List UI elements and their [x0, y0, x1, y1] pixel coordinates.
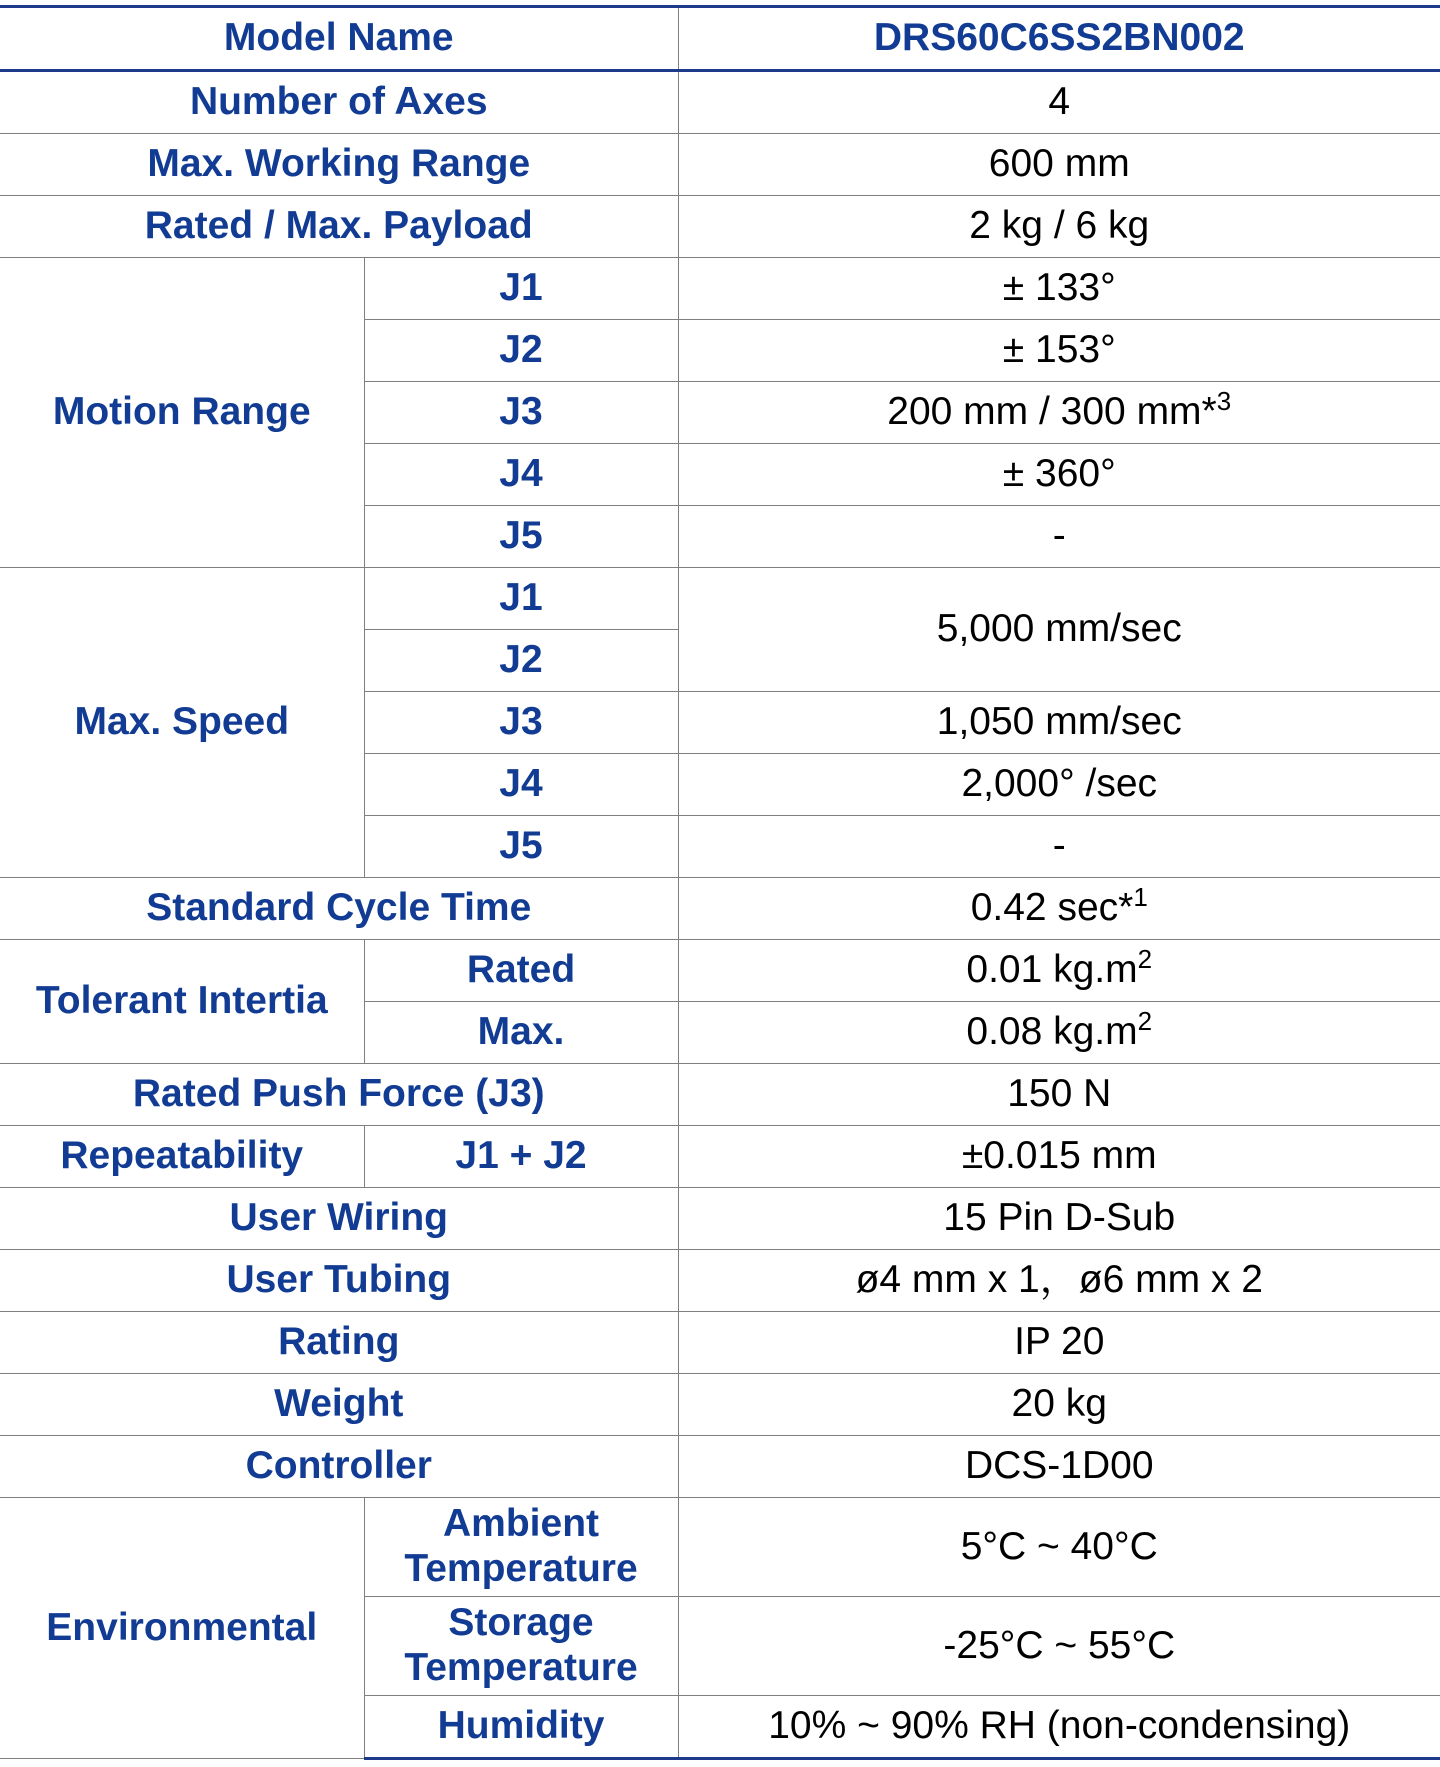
number-of-axes-label: Number of Axes [0, 71, 678, 134]
motion-range-j1-label: J1 [364, 258, 678, 320]
table-row [0, 1312, 1440, 1374]
controller-label: Controller [0, 1436, 678, 1498]
inertia-rated-label: Rated [364, 940, 678, 1002]
motion-range-j4-value: ± 360° [678, 444, 1440, 506]
table-row [0, 878, 1440, 940]
motion-range-j2-label: J2 [364, 320, 678, 382]
ambient-temp-label-line1: Ambient [443, 1502, 599, 1546]
unit-exponent: 2 [1137, 1006, 1153, 1037]
table-row [0, 258, 1440, 320]
max-speed-j3-value: 1,050 mm/sec [678, 692, 1440, 754]
table-row [0, 568, 1440, 630]
inertia-max-value: 0.08 kg.m [966, 1010, 1138, 1054]
ambient-temp-label-line2: Temperature [404, 1547, 638, 1590]
max-speed-j2-label: J2 [364, 630, 678, 692]
footnote-ref: 1 [1133, 882, 1148, 913]
cycle-time-label: Standard Cycle Time [0, 878, 678, 940]
max-speed-j4-label: J4 [364, 754, 678, 816]
rating-label: Rating [0, 1312, 678, 1374]
storage-temp-value: -25°C ~ 55°C [678, 1597, 1440, 1696]
number-of-axes-value: 4 [678, 71, 1440, 134]
cycle-time-value: 0.42 sec* [970, 886, 1134, 930]
table-row [0, 1436, 1440, 1498]
max-speed-j5-value: - [678, 816, 1440, 878]
footnote-ref: 3 [1216, 386, 1232, 417]
table-row [0, 71, 1440, 134]
rating-value: IP 20 [678, 1312, 1440, 1374]
humidity-value: 10% ~ 90% RH (non-condensing) [678, 1696, 1440, 1759]
storage-temp-label-line2: Temperature [404, 1646, 638, 1689]
table-row [0, 134, 1440, 196]
repeatability-label: Repeatability [0, 1126, 364, 1188]
repeatability-value: ±0.015 mm [678, 1126, 1440, 1188]
inertia-rated-cell [678, 940, 1440, 1002]
controller-value: DCS-1D00 [678, 1436, 1440, 1498]
motion-range-label: Motion Range [0, 258, 364, 568]
motion-range-j3-cell [678, 382, 1440, 444]
push-force-value: 150 N [678, 1064, 1440, 1126]
table-row [0, 1126, 1440, 1188]
inertia-rated-value: 0.01 kg.m [966, 948, 1138, 992]
spec-table [0, 5, 1440, 1760]
motion-range-j3-value: 200 mm / 300 mm* [887, 390, 1217, 434]
user-tubing-label: User Tubing [0, 1250, 678, 1312]
max-speed-j3-label: J3 [364, 692, 678, 754]
motion-range-j1-value: ± 133° [678, 258, 1440, 320]
table-row [0, 196, 1440, 258]
weight-value: 20 kg [678, 1374, 1440, 1436]
working-range-label: Max. Working Range [0, 134, 678, 196]
ambient-temp-label [364, 1498, 678, 1597]
inertia-label: Tolerant Intertia [0, 940, 364, 1064]
model-name-label: Model Name [0, 7, 678, 71]
cycle-time-cell [678, 878, 1440, 940]
model-name-value: DRS60C6SS2BN002 [678, 7, 1440, 71]
ambient-temp-value: 5°C ~ 40°C [678, 1498, 1440, 1597]
payload-label: Rated / Max. Payload [0, 196, 678, 258]
motion-range-j4-label: J4 [364, 444, 678, 506]
storage-temp-label-line1: Storage [448, 1601, 594, 1645]
max-speed-j1-j2-value: 5,000 mm/sec [678, 568, 1440, 692]
table-row [0, 1374, 1440, 1436]
motion-range-j5-label: J5 [364, 506, 678, 568]
table-row [0, 1188, 1440, 1250]
humidity-label: Humidity [364, 1696, 678, 1759]
unit-exponent: 2 [1137, 944, 1153, 975]
storage-temp-label [364, 1597, 678, 1696]
inertia-max-label: Max. [364, 1002, 678, 1064]
table-row [0, 1064, 1440, 1126]
max-speed-label: Max. Speed [0, 568, 364, 878]
motion-range-j2-value: ± 153° [678, 320, 1440, 382]
inertia-max-cell [678, 1002, 1440, 1064]
user-tubing-value: ø4 mm x 1，ø6 mm x 2 [678, 1250, 1440, 1312]
max-speed-j5-label: J5 [364, 816, 678, 878]
table-row [0, 940, 1440, 1002]
table-row [0, 1250, 1440, 1312]
repeatability-sub-label: J1 + J2 [364, 1126, 678, 1188]
user-wiring-label: User Wiring [0, 1188, 678, 1250]
user-wiring-value: 15 Pin D-Sub [678, 1188, 1440, 1250]
working-range-value: 600 mm [678, 134, 1440, 196]
max-speed-j1-label: J1 [364, 568, 678, 630]
environmental-label: Environmental [0, 1498, 364, 1759]
push-force-label: Rated Push Force (J3) [0, 1064, 678, 1126]
table-row [0, 7, 1440, 71]
max-speed-j4-value: 2,000° /sec [678, 754, 1440, 816]
table-row [0, 1498, 1440, 1597]
motion-range-j3-label: J3 [364, 382, 678, 444]
motion-range-j5-value: - [678, 506, 1440, 568]
payload-value: 2 kg / 6 kg [678, 196, 1440, 258]
weight-label: Weight [0, 1374, 678, 1436]
